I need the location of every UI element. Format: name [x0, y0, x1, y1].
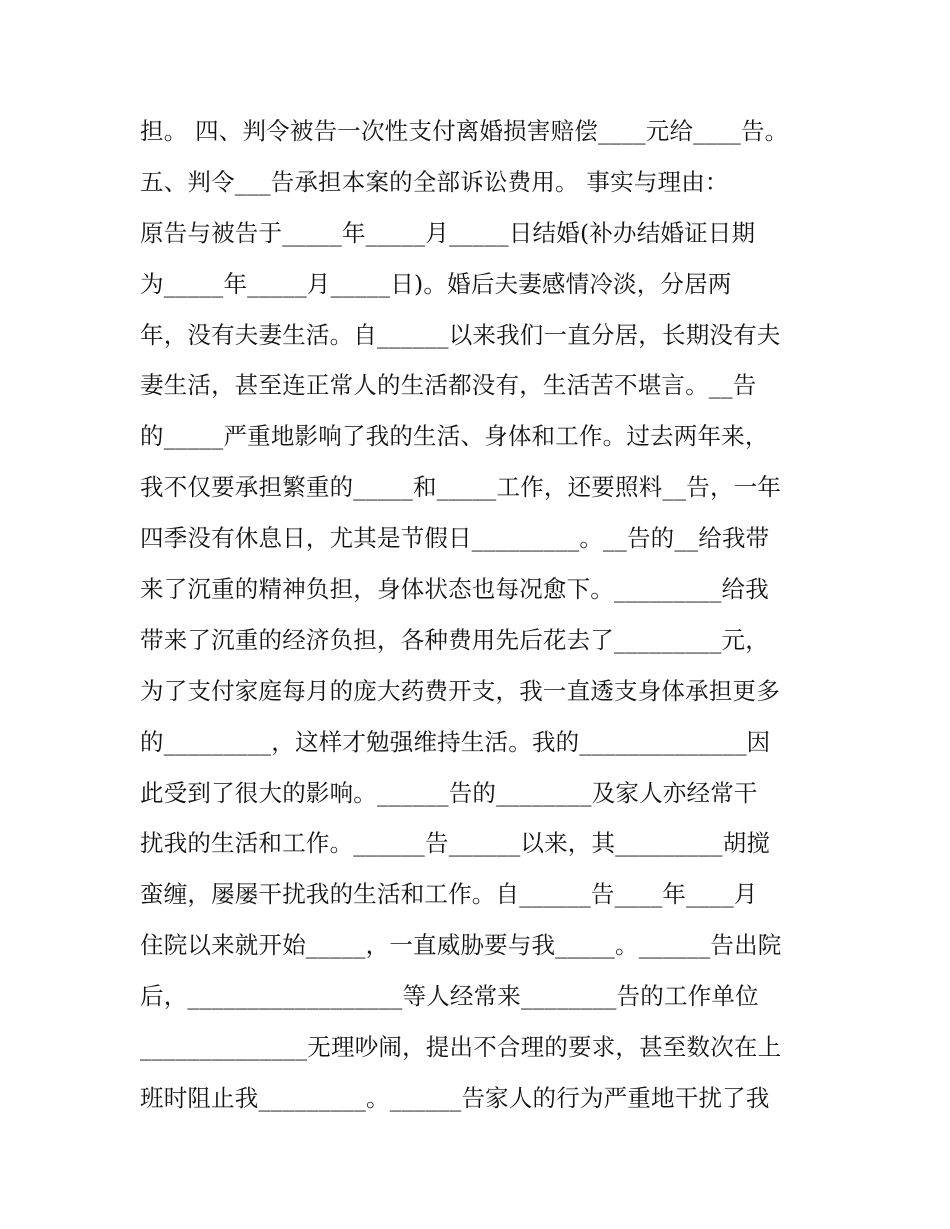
- text-line: 五、判令___告承担本案的全部诉讼费用。 事实与理由：: [140, 167, 729, 196]
- text-line: 年，没有夫妻生活。自______以来我们一直分居，长期没有夫: [140, 320, 781, 349]
- text-line: 住院以来就开始_____，一直威胁要与我_____。______告出院: [140, 931, 782, 960]
- text-line: 后，__________________等人经常来________告的工作单位: [140, 982, 759, 1011]
- text-line: 扰我的生活和工作。______告______以来，其_________胡搅: [140, 829, 771, 858]
- text-line: 为了支付家庭每月的庞大药费开支，我一直透支身体承担更多: [140, 676, 780, 705]
- text-line: ______________无理吵闹，提出不合理的要求，甚至数次在上: [140, 1033, 782, 1062]
- text-line: 来了沉重的精神负担，身体状态也每况愈下。_________给我: [140, 575, 769, 604]
- text-line: 班时阻止我_________。______告家人的行为严重地干扰了我: [140, 1083, 770, 1112]
- text-line: 原告与被告于_____年_____月_____日结婚(补办结婚证日期: [140, 218, 756, 247]
- text-line: 的_________，这样才勉强维持生活。我的______________因: [140, 727, 771, 756]
- text-line: 带来了沉重的经济负担，各种费用先后花去了_________元，: [140, 625, 769, 654]
- text-line: 此受到了很大的影响。______告的________及家人亦经常干: [140, 778, 758, 807]
- text-line: 我不仅要承担繁重的_____和_____工作，还要照料__告，一年: [140, 473, 782, 502]
- text-line: 四季没有休息日，尤其是节假日_________。__告的__给我带: [140, 524, 770, 553]
- text-line: 的_____严重地影响了我的生活、身体和工作。过去两年来，: [140, 422, 769, 451]
- text-line: 为_____年_____月_____日)。婚后夫妻感情冷淡，分居两: [140, 269, 732, 298]
- text-line: 妻生活，甚至连正常人的生活都没有，生活苦不堪言。__告: [140, 371, 757, 400]
- text-line: 担。 四、判令被告一次性支付离婚损害赔偿____元给____告。: [140, 117, 789, 145]
- body-text: [140, 106, 840, 1124]
- text-line: 蛮缠，屡屡干扰我的生活和工作。自______告____年____月: [140, 880, 758, 909]
